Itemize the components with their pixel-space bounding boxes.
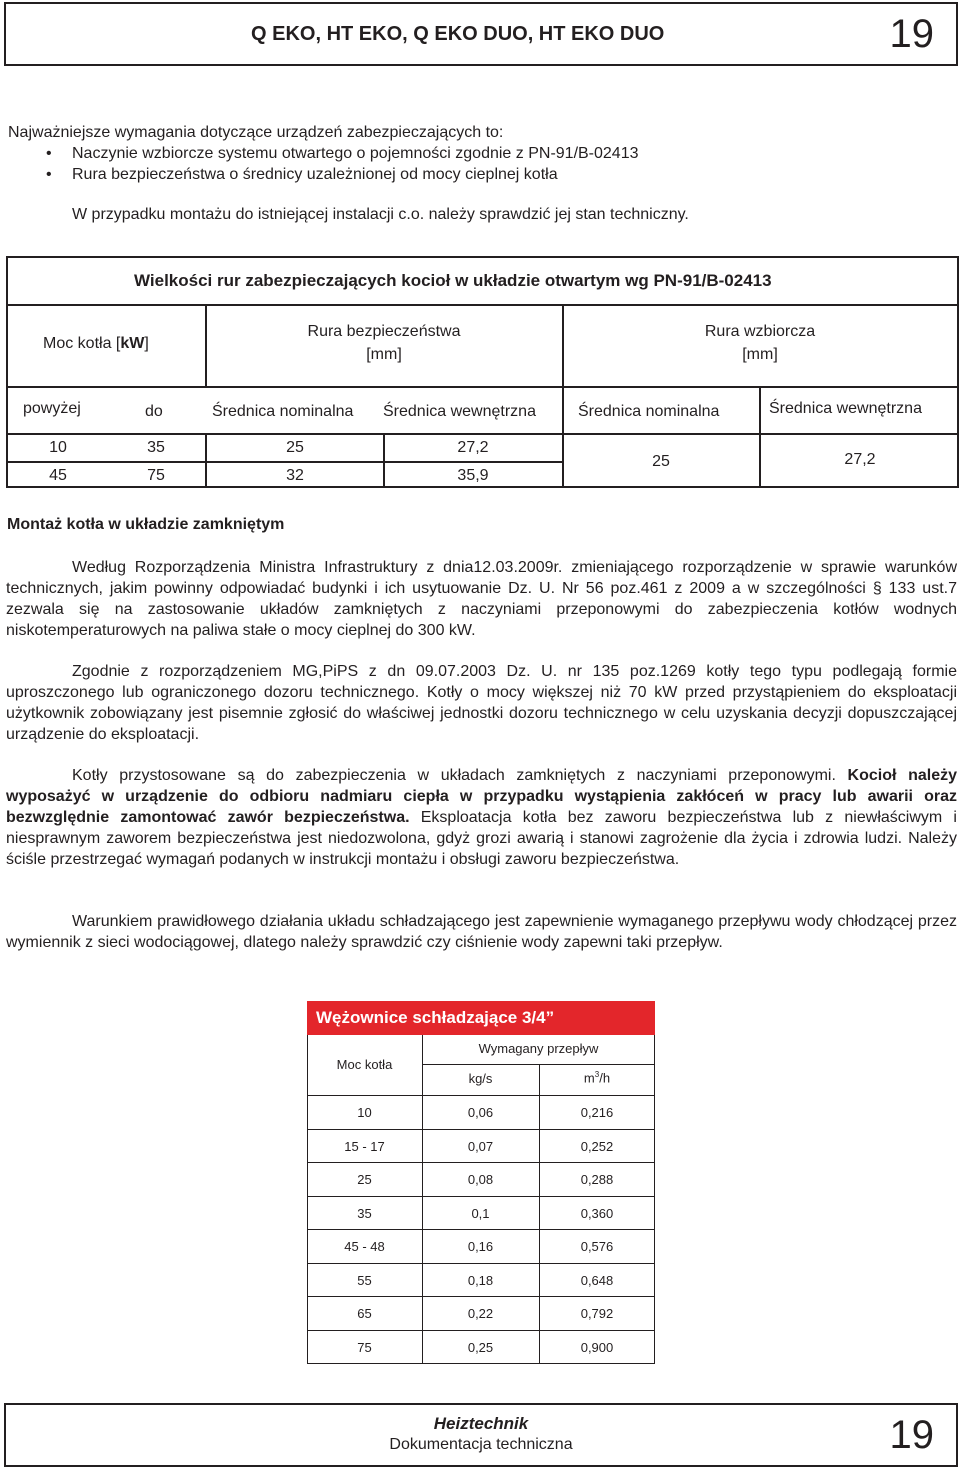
table-cell-power: 45 - 48 xyxy=(344,1239,385,1254)
sub-header-from: powyżej xyxy=(23,400,81,417)
requirements-note: W przypadku montażu do istniejącej instalacji c.o. należy sprawdzić jej stan techniczny. xyxy=(72,206,689,223)
table-title: Wielkości rur zabezpieczających kocioł w układzie otwartym wg PN-91/B-02413 xyxy=(134,271,772,290)
table-rule xyxy=(307,1095,655,1096)
column-header-expansion-unit: [mm] xyxy=(742,346,778,363)
table-rule xyxy=(8,461,562,463)
paragraph: Kotły przystosowane są do zabezpieczenia w układach zamkniętych z naczyniami przeponowymi. Kocioł należy wyposażyć w urządzenie do odbioru nadmiaru ciepła w przypadku wystąpienia zakłóceń w pracy lub awarii oraz bezwzględnie zamontować zawór bezpieczeństwa. Eksploatacja kotła bez zaworu bezpieczeństwa lub z niewłaściwym i niesprawnym zaworem bezpieczeństwa jest niedozwolona, gdyż grozi awarią i stanowi zagrożenie dla życia i zdrowia ludzi. Należy ściśle przestrzegać wymagań podanych w instrukcji montażu i obsługi zaworu bezpieczeństwa. xyxy=(6,767,957,868)
table-cell-kgs: 0,16 xyxy=(467,1239,494,1254)
table-cell-m3h: 0,576 xyxy=(580,1239,614,1254)
document-type: Dokumentacja techniczna xyxy=(389,1436,573,1453)
table-cell-power: 55 xyxy=(357,1273,372,1288)
table-rule xyxy=(205,304,207,386)
table-rule xyxy=(307,1196,655,1197)
table-cell-power: 10 xyxy=(357,1105,372,1120)
column-header-power: Moc kotła xyxy=(336,1057,393,1072)
section-heading: Montaż kotła w układzie zamkniętym xyxy=(7,516,285,533)
paragraph: Warunkiem prawidłowego działania układu schładzającego jest zapewnienie wymaganego przepływu wody chłodzącej przez wymiennik z sieci wodociągowej, dlatego należy sprawdzić czy ciśnienie wody zapewni taki przepływ. xyxy=(6,913,957,951)
requirements-list xyxy=(8,122,639,185)
paragraph: Według Rozporządzenia Ministra Infrastruktury z dnia12.03.2009r. zmieniającego rozporządzenie w sprawie warunków technicznych, jakim powinny odpowiadać budynki i ich usytuowanie Dz. U. Nr 56 poz.461 z 2009 a w szczególności § 133 ust.7 zezwala się na zastosowanie układów zamkniętych z naczyniami przeponowymi do zabezpieczenia kotłów wodnych niskotemperaturowych na paliwa stałe o mocy cieplnej do 300 kW. xyxy=(6,559,957,639)
table-cell-kgs: 0,07 xyxy=(467,1139,494,1154)
table-cell-expansion-internal: 27,2 xyxy=(844,451,876,468)
table-rule xyxy=(8,386,957,388)
bullet-text: Naczynie wzbiorcze systemu otwartego o pojemności zgodnie z PN-91/B-02413 xyxy=(72,145,639,162)
table-cell-m3h: 0,648 xyxy=(580,1273,614,1288)
table-cell-nominal: 32 xyxy=(286,467,304,484)
list-item xyxy=(8,164,639,185)
column-header-safety-unit: [mm] xyxy=(366,346,402,363)
table-cell-expansion-nominal: 25 xyxy=(652,453,670,470)
table-cell-internal: 35,9 xyxy=(457,467,489,484)
table-rule xyxy=(759,386,761,486)
sub-header-safety-nominal: Średnica nominalna xyxy=(212,403,354,420)
table-cell-kgs: 0,18 xyxy=(467,1273,494,1288)
table-cell-kgs: 0,06 xyxy=(467,1105,494,1120)
column-header-safety-pipe: Rura bezpieczeństwa xyxy=(307,323,461,340)
table-cell-to: 35 xyxy=(147,439,165,456)
table-cell-to: 75 xyxy=(147,467,165,484)
unit-kgs: kg/s xyxy=(468,1071,493,1086)
table-rule xyxy=(8,304,957,306)
table-rule xyxy=(307,1129,655,1130)
table-rule xyxy=(383,433,385,486)
table-rule xyxy=(8,433,957,435)
table-cell-power: 25 xyxy=(357,1172,372,1187)
table-rule xyxy=(307,1296,655,1297)
table-cell-kgs: 0,22 xyxy=(467,1306,494,1321)
bullet-icon: • xyxy=(46,145,52,162)
table-cell-m3h: 0,900 xyxy=(580,1340,614,1355)
page-header xyxy=(4,2,958,66)
sub-header-expansion-nominal: Średnica nominalna xyxy=(578,403,720,420)
list-item xyxy=(8,143,639,164)
table-rule xyxy=(307,1162,655,1163)
table-cell-m3h: 0,792 xyxy=(580,1306,614,1321)
table-title-bar xyxy=(307,1001,655,1035)
cooling-coil-table xyxy=(307,1001,655,1364)
bullet-icon: • xyxy=(46,166,52,183)
page-footer xyxy=(4,1403,958,1467)
page-number: 19 xyxy=(889,12,934,56)
table-rule xyxy=(422,1064,655,1065)
table-cell-m3h: 0,288 xyxy=(580,1172,614,1187)
column-header-power: Moc kotła [kW] xyxy=(43,335,149,352)
table-title: Wężownice schładzające 3/4” xyxy=(316,1008,555,1027)
table-cell-m3h: 0,360 xyxy=(580,1206,614,1221)
table-cell-kgs: 0,25 xyxy=(467,1340,494,1355)
brand-name: Heiztechnik xyxy=(433,1414,529,1433)
table-rule xyxy=(307,1363,655,1364)
table-rule xyxy=(307,1330,655,1331)
unit-m3h: $m^3/h$ xyxy=(583,1070,611,1086)
table-cell-nominal: 25 xyxy=(286,439,304,456)
bullet-text: Rura bezpieczeństwa o średnicy uzależnionej od mocy cieplnej kotła xyxy=(72,166,558,183)
column-header-flow: Wymagany przepływ xyxy=(478,1041,599,1056)
requirements-intro: Najważniejsze wymagania dotyczące urządzeń zabezpieczających to: xyxy=(8,124,504,141)
table-rule xyxy=(307,1263,655,1264)
paragraph: Zgodnie z rozporządzeniem MG,PiPS z dn 09.07.2003 Dz. U. nr 135 poz.1269 kotły tego typu podlegają formie uproszczonego lub ograniczonego dozoru technicznego. Kotły o mocy większej niż 70 kW przed przystąpieniem do eksploatacji użytkownik zobowiązany jest pisemnie zgłosić do właściwej jednostki dozoru technicznego w celu uzyskania decyzji dopuszczającej urządzenie do eksploatacji. xyxy=(6,663,957,743)
table-cell-power: 35 xyxy=(357,1206,372,1221)
table-cell-m3h: 0,216 xyxy=(580,1105,614,1120)
table-cell-internal: 27,2 xyxy=(457,439,489,456)
table-rule xyxy=(205,433,207,486)
sub-header-safety-internal: Średnica wewnętrzna xyxy=(383,403,536,420)
table-cell-kgs: 0,1 xyxy=(471,1206,490,1221)
table-cell-from: 45 xyxy=(49,467,67,484)
column-header-expansion-pipe: Rura wzbiorcza xyxy=(704,323,816,340)
table-cell-power: 65 xyxy=(357,1306,372,1321)
table-cell-from: 10 xyxy=(49,439,67,456)
sub-header-expansion-internal: Średnica wewnętrzna xyxy=(769,400,922,417)
table-cell-power: 15 - 17 xyxy=(344,1139,385,1154)
safety-pipe-table xyxy=(6,256,959,488)
table-cell-power: 75 xyxy=(357,1340,372,1355)
footer-page-number: 19 xyxy=(889,1413,934,1457)
table-cell-kgs: 0,08 xyxy=(467,1172,494,1187)
table-cell-m3h: 0,252 xyxy=(580,1139,614,1154)
document-title: Q EKO, HT EKO, Q EKO DUO, HT EKO DUO xyxy=(251,23,665,45)
table-rule xyxy=(307,1229,655,1230)
sub-header-to: do xyxy=(145,403,163,420)
